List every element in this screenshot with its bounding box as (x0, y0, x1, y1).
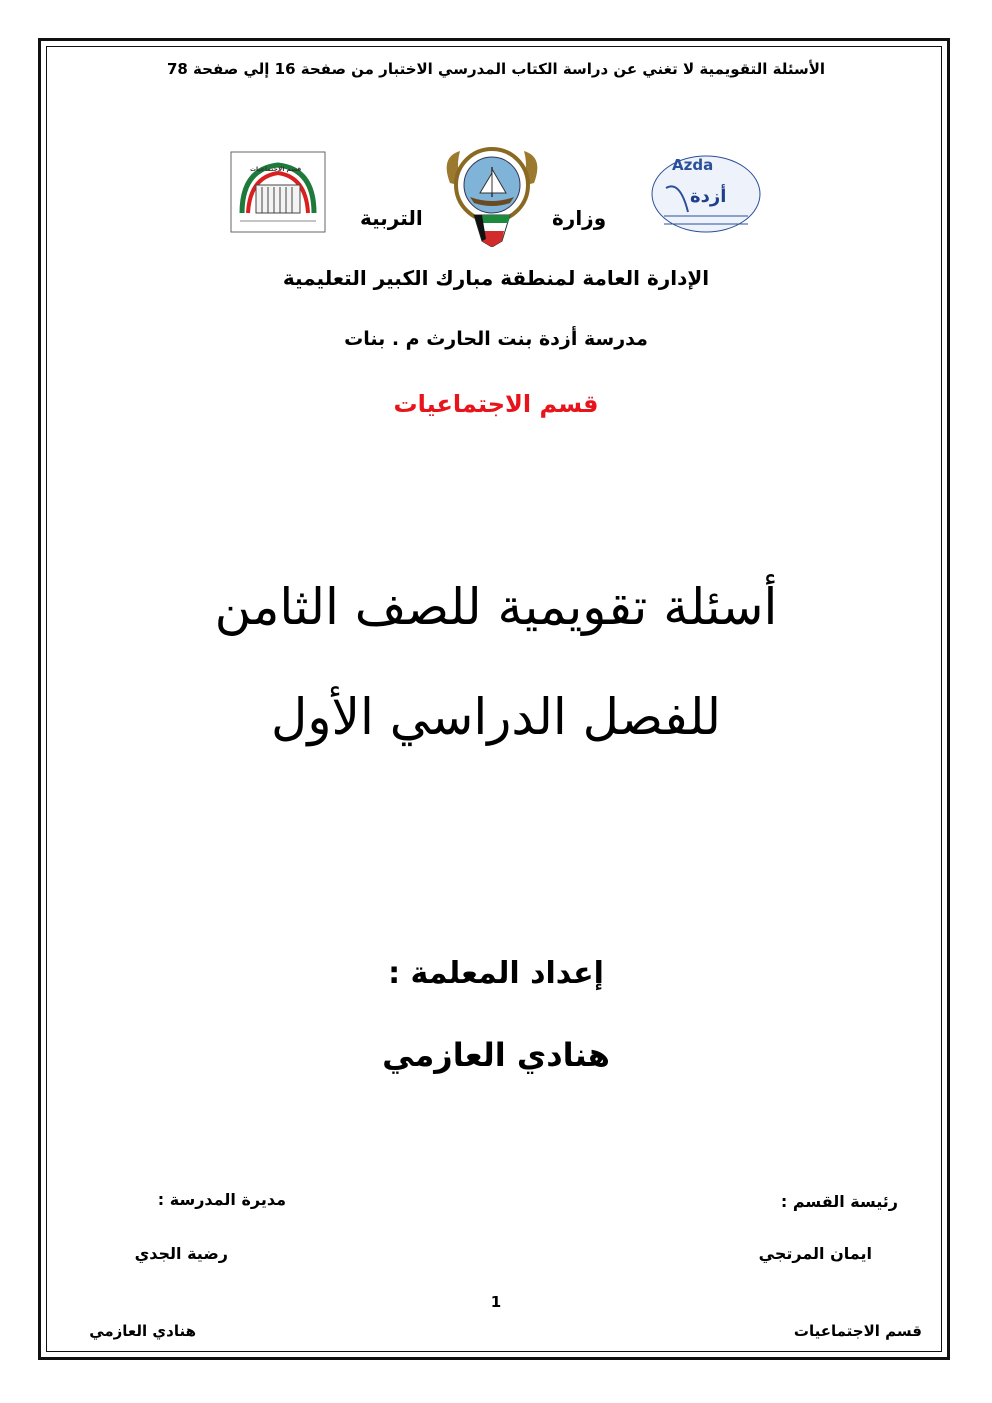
department-logo (230, 151, 326, 233)
principal-label: مديرة المدرسة : (157, 1190, 286, 1209)
head-of-dept-label: رئيسة القسم : (780, 1192, 898, 1211)
department-heading: قسم الاجتماعيات (393, 390, 599, 418)
prepared-by-label: إعداد المعلمة : (388, 956, 604, 991)
teacher-name: هنادي العازمي (382, 1036, 610, 1074)
kuwait-emblem (436, 143, 548, 247)
footer-department: قسم الاجتماعيات (793, 1322, 922, 1340)
header-note: الأسئلة التقويمية لا تغني عن دراسة الكتاب المدرسي الاختبار من صفحة 16 إلي صفحة 78 (166, 60, 826, 78)
ministry-word-ministry: وزارة (552, 206, 607, 230)
main-title-line1: أسئلة تقويمية للصف الثامن (214, 578, 778, 636)
footer-teacher: هنادي العازمي (89, 1322, 196, 1340)
svg-text:أزدة: أزدة (690, 186, 727, 207)
main-title-line2: للفصل الدراسي الأول (271, 688, 721, 746)
head-of-dept-name: ايمان المرتجي (758, 1244, 872, 1263)
principal-name: رضية الجدي (134, 1244, 228, 1263)
svg-text:Azda: Azda (672, 156, 714, 174)
department-logo-caption: قسم الاجتماعيات (250, 166, 302, 173)
school-logo (650, 150, 762, 234)
admin-line: الإدارة العامة لمنطقة مبارك الكبير التعليمية (282, 266, 710, 290)
school-line: مدرسة أزدة بنت الحارث م . بنات (344, 328, 648, 350)
ministry-word-education: التربية (360, 206, 423, 230)
page-number: 1 (490, 1293, 502, 1311)
